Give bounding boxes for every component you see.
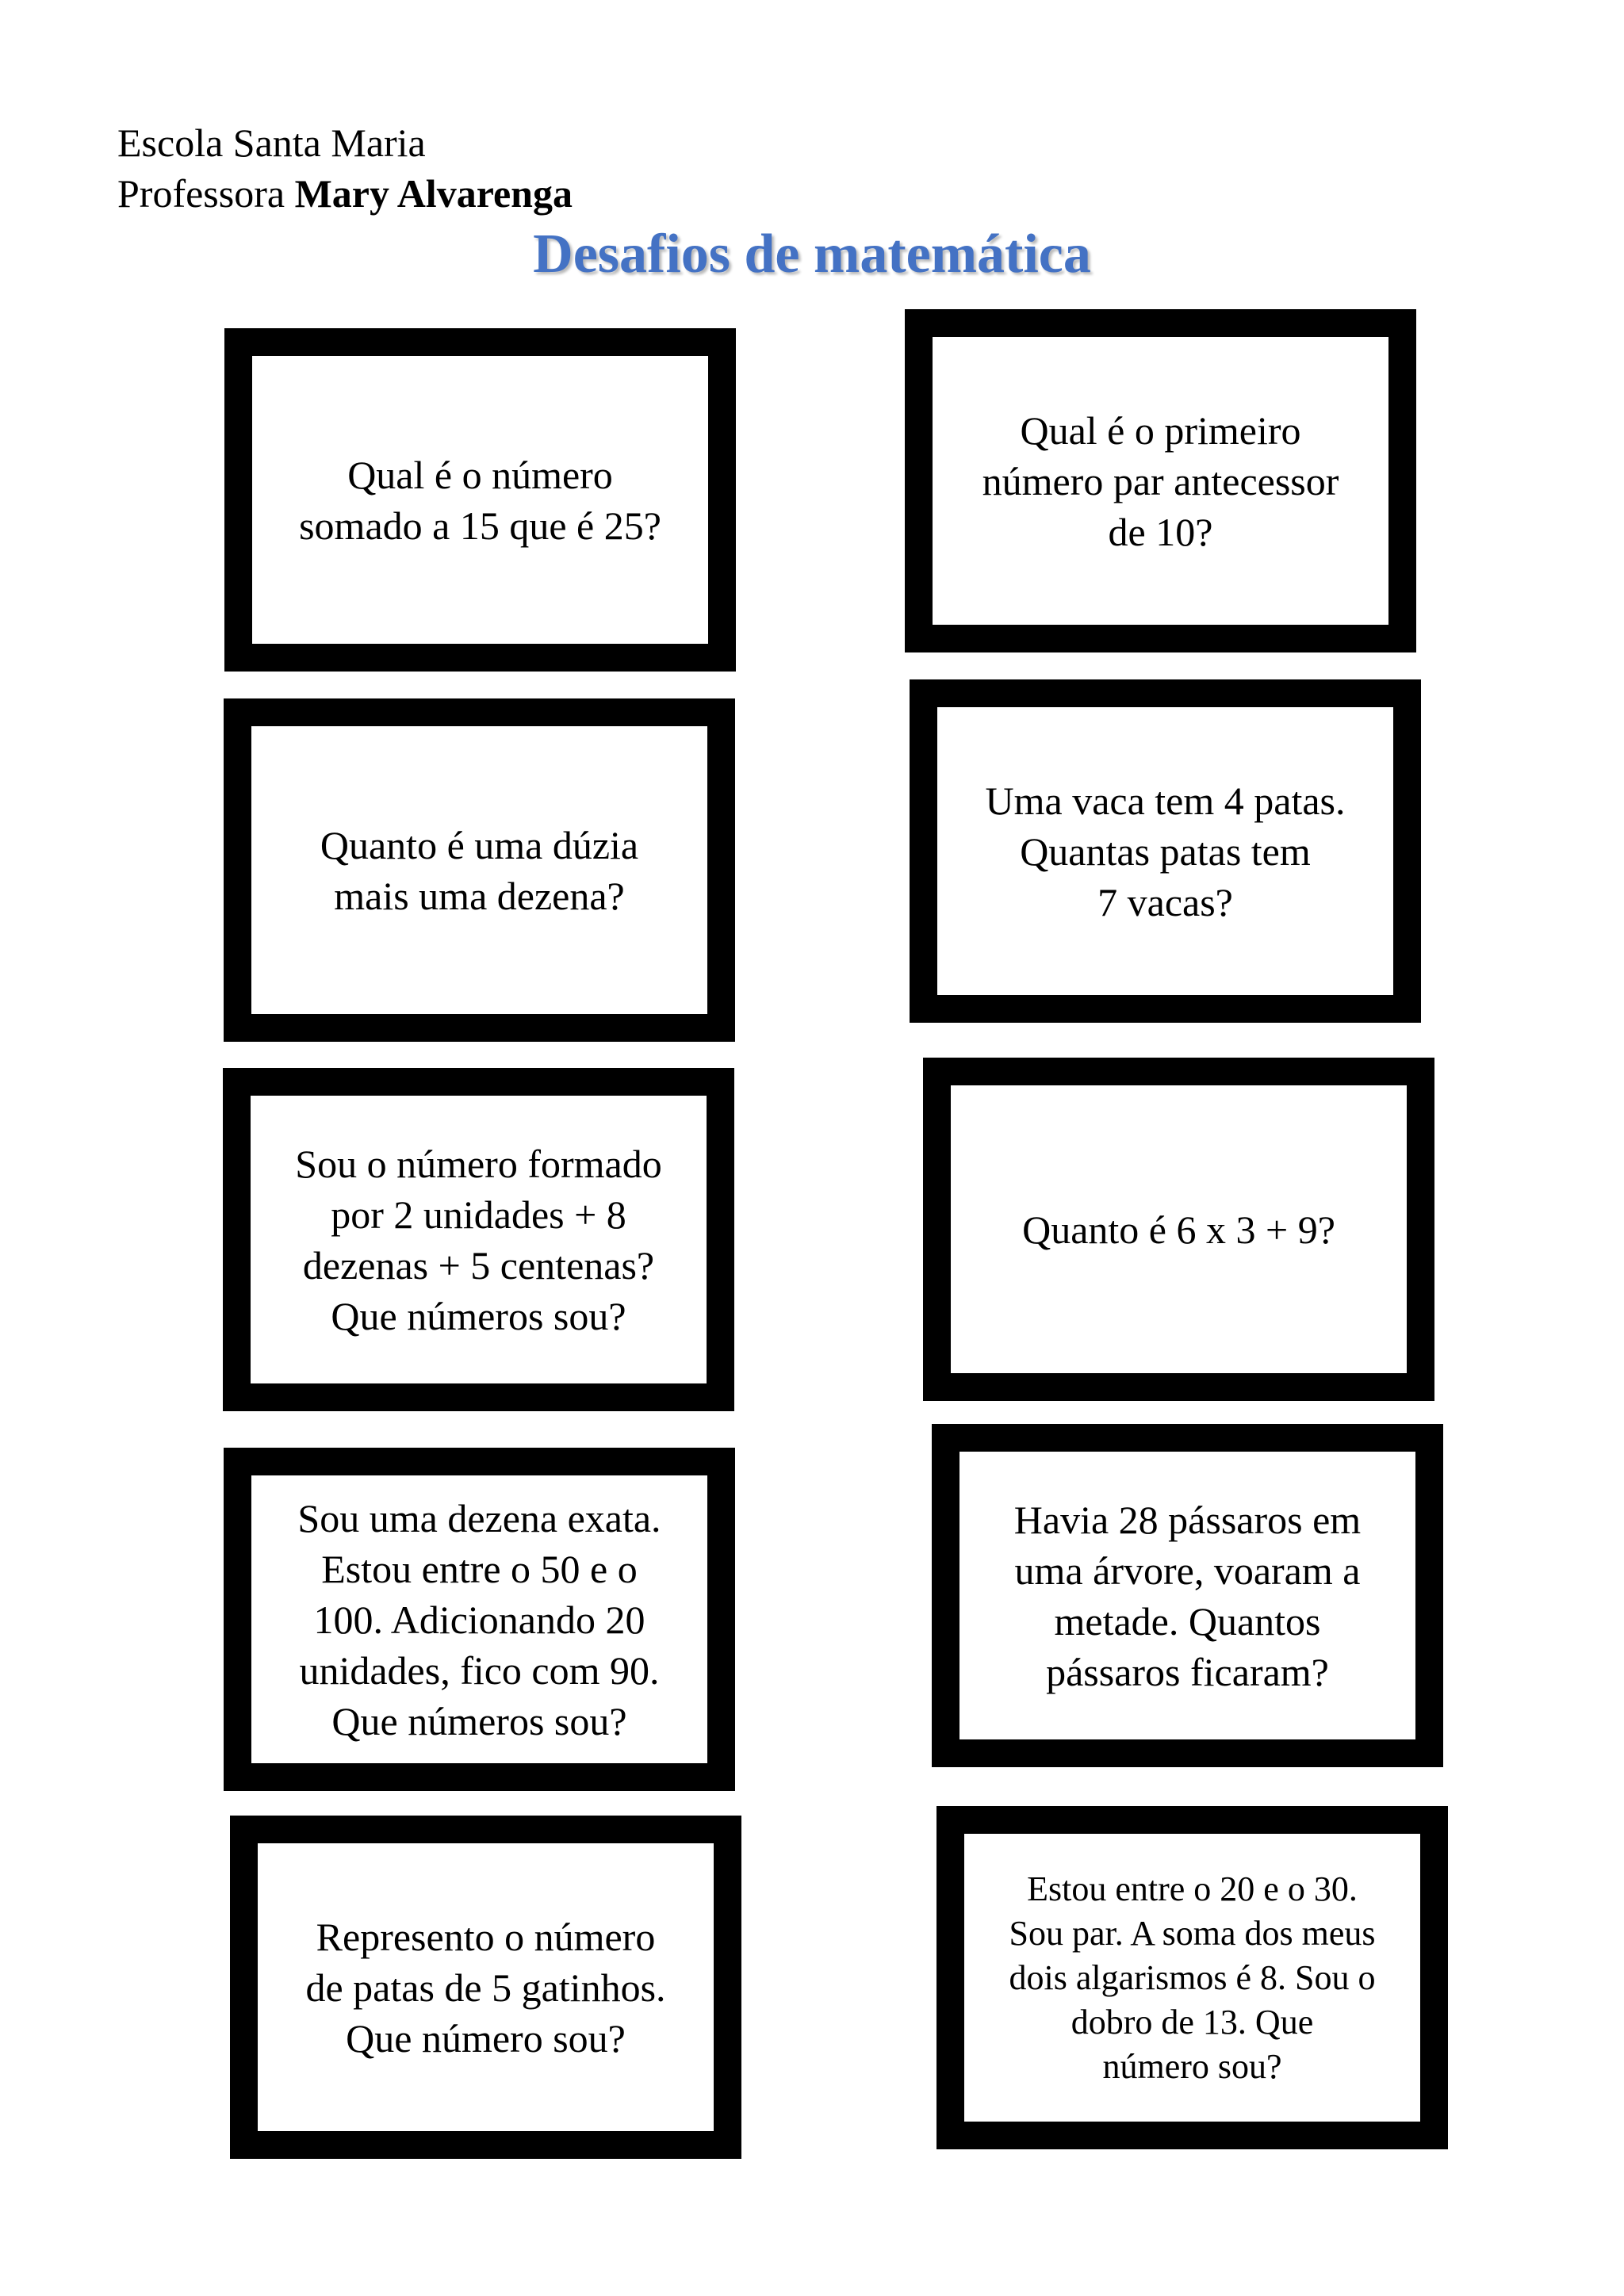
challenge-card-8-text: Havia 28 pássaros em uma árvore, voaram a metade. Quantos pássaros ficaram? — [1013, 1497, 1362, 1694]
teacher-line — [117, 168, 573, 219]
school-name — [117, 117, 426, 168]
page-title: Desafios de matemática — [533, 224, 1091, 285]
challenge-card-1-text: Qual é o número somado a 15 que é 25? — [299, 452, 661, 548]
challenge-card-9 — [230, 1816, 741, 2159]
challenge-card-3 — [224, 698, 735, 1042]
challenge-card-10-text: Estou entre o 20 e o 30. Sou par. A soma dos meus dois algarismos é 8. Sou o dobro de 13. Que número sou? — [1009, 1869, 1376, 2086]
challenge-card-2 — [905, 309, 1416, 652]
challenge-card-2-text: Qual é o primeiro número par antecessor de 10? — [982, 408, 1339, 554]
challenge-card-9-text: Represento o número de patas de 5 gatinhos. Que número sou? — [305, 1914, 666, 2061]
challenge-card-7 — [224, 1448, 735, 1791]
teacher-name: Mary Alvarenga — [294, 171, 573, 216]
challenge-card-5-text: Sou o número formado por 2 unidades + 8 dezenas + 5 centenas? Que números sou? — [295, 1141, 662, 1338]
challenge-card-6 — [923, 1058, 1434, 1401]
challenge-card-6-text: Quanto é 6 x 3 + 9? — [1022, 1207, 1335, 1252]
challenge-card-7-text: Sou uma dezena exata. Estou entre o 50 e o 100. Adicionando 20 unidades, fico com 90. Que números sou? — [297, 1495, 661, 1743]
challenge-card-10 — [936, 1806, 1448, 2149]
challenge-card-4 — [910, 679, 1421, 1023]
challenge-card-5 — [223, 1068, 734, 1411]
challenge-card-4-text: Uma vaca tem 4 patas. Quantas patas tem 7 vacas? — [985, 778, 1346, 924]
challenge-card-8 — [932, 1424, 1443, 1767]
challenge-card-1 — [224, 328, 736, 672]
school-name-text: Escola Santa Maria — [117, 121, 426, 165]
teacher-prefix: Professora — [117, 171, 285, 216]
challenge-card-3-text: Quanto é uma dúzia mais uma dezena? — [320, 822, 639, 918]
